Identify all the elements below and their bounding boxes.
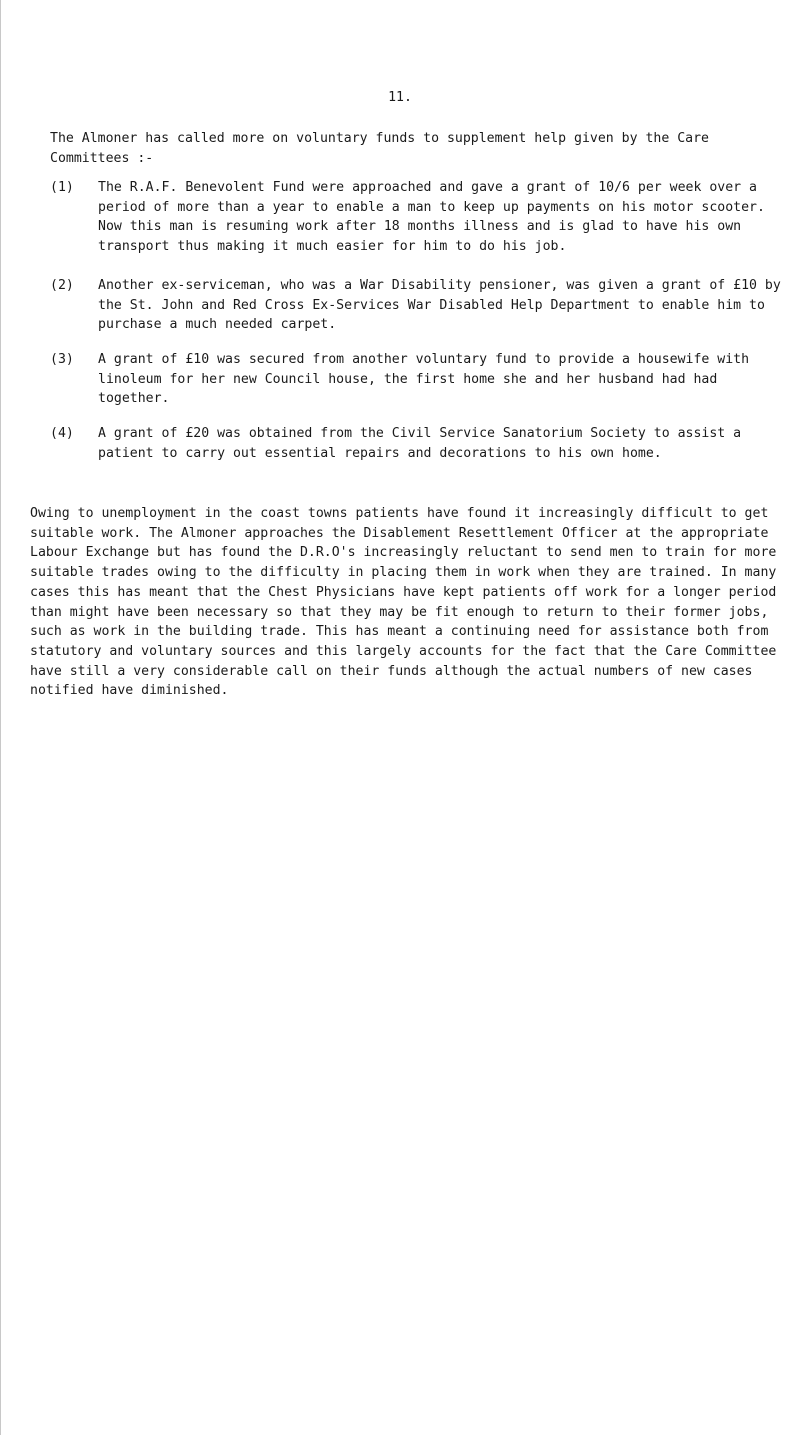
list-item-3 [50, 350, 790, 409]
page-edge [0, 0, 11, 1435]
page-number: 11. [388, 90, 412, 105]
item-text: A grant of £10 was secured from another voluntary fund to provide a housewife with linoleum for her new Council house, the first home she and her husband had had together. [98, 352, 750, 407]
item-text: A grant of £20 was obtained from the Civil Service Sanatorium Society to assist a patient to carry out essential repairs and decorations to his own home. [98, 426, 742, 461]
item-number: (2) [50, 278, 74, 293]
list-item-2 [50, 276, 790, 335]
item-number: (4) [50, 426, 74, 441]
item-number: (3) [50, 352, 74, 367]
item-number: (1) [50, 180, 74, 195]
intro-paragraph: The Almoner has called more on voluntary funds to supplement help given by the Care Committees :- [50, 131, 709, 166]
list-item-1 [50, 178, 790, 257]
list-item-4 [50, 424, 790, 463]
item-text: The R.A.F. Benevolent Fund were approached and gave a grant of 10/6 per week over a period of more than a year to enable a man to keep up payments on his motor scooter. Now this man is resuming work after 18 months illness and is glad to have his own transport thus making it much easier for him to do his job. [98, 180, 765, 255]
body-paragraph: Owing to unemployment in the coast towns patients have found it increasingly difficult to get suitable work. The Almoner approaches the Disablement Resettlement Officer at the appropriate Labour Exchange but has found the D.R.O's increasingly reluctant to send men to train for more suitable trades owing to the difficulty in placing them in work when they are trained. In many cases this has meant that the Chest Physicians have kept patients off work for a longer period than might have been necessary so that they may be fit enough to return to their former jobs, such as work in the building trade. This has meant a continuing need for assistance both from statutory and voluntary sources and this largely accounts for the fact that the Care Committee have still a very considerable call on their funds although the actual numbers of new cases notified have diminished. [30, 506, 777, 699]
item-text: Another ex-serviceman, who was a War Disability pensioner, was given a grant of £10 by the St. John and Red Cross Ex-Services War Disabled Help Department to enable him to purchase a much needed carpet. [98, 278, 781, 333]
